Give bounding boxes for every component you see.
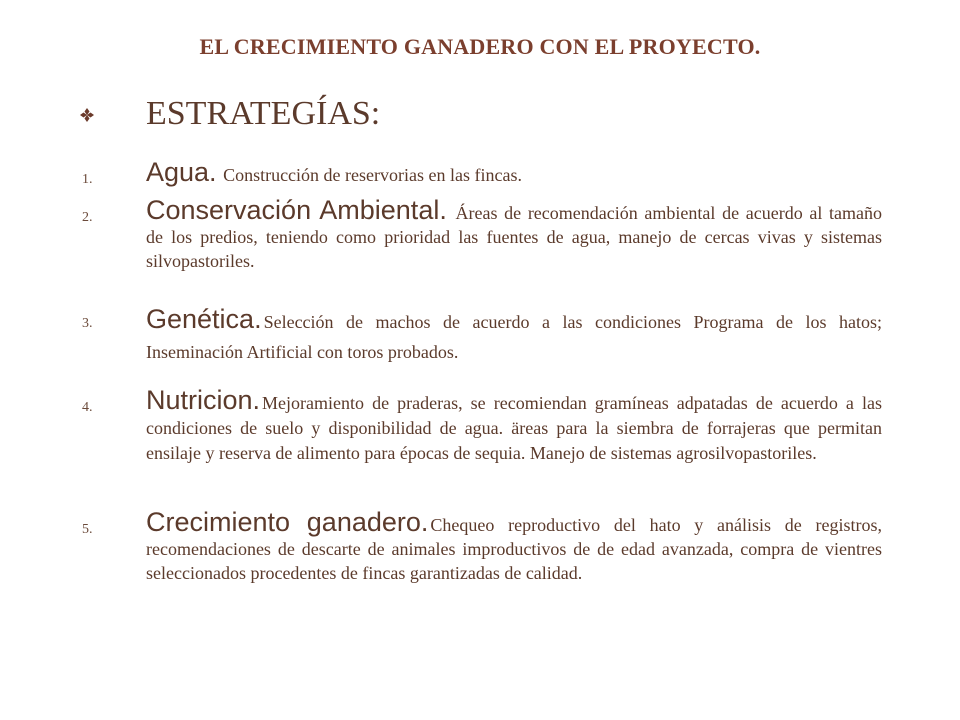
item-number: 5. — [82, 522, 93, 537]
item-text: Chequeo reproductivo del hato y análisis de registros, recomendaciones de descarte de animales improductivos de de edad avanzada, compra de vientres seleccionados procedentes de fincas garantizadas de calidad. — [146, 515, 883, 583]
diamond-cluster-icon — [80, 108, 94, 122]
strategies-heading: ESTRATEGÍAS: — [146, 95, 381, 132]
item-text: Áreas de recomendación ambiental de acuerdo al tamaño de los predios, teniendo como prioridad las fuentes de agua, manejo de cercas vivas y sistemas silvopastoriles. — [146, 203, 882, 271]
item-lead: Conservación Ambiental. — [146, 195, 447, 225]
strategy-item-1 — [82, 157, 882, 187]
strategy-item-3 — [82, 304, 882, 367]
item-number: 3. — [82, 316, 93, 331]
item-text: Construcción de reservorias en las fincas. — [223, 165, 522, 185]
item-text: Selección de machos de acuerdo a las condiciones Programa de los hatos; Inseminación Artificial con toros probados. — [146, 312, 882, 362]
strategy-item-5 — [82, 507, 883, 585]
item-text: Mejoramiento de praderas, se recomiendan gramíneas adpatadas de acuerdo a las condiciones de suelo y disponibilidad de agua. äreas para la siembra de forrajeras que permitan ensilaje y reserva de alimento para épocas de sequia. Manejo de sistemas agrosilvopastoriles. — [146, 393, 882, 463]
item-number: 4. — [82, 400, 93, 415]
item-lead: Nutricion. — [146, 385, 261, 415]
slide-title: EL CRECIMIENTO GANADERO CON EL PROYECTO. — [199, 34, 761, 59]
item-lead: Genética. — [146, 304, 262, 334]
item-lead: Agua. — [146, 157, 217, 187]
item-number: 2. — [82, 210, 93, 225]
strategy-item-2 — [82, 195, 882, 273]
item-number: 1. — [82, 172, 93, 187]
strategy-item-4 — [82, 385, 882, 466]
item-lead: Crecimiento ganadero. — [146, 507, 429, 537]
